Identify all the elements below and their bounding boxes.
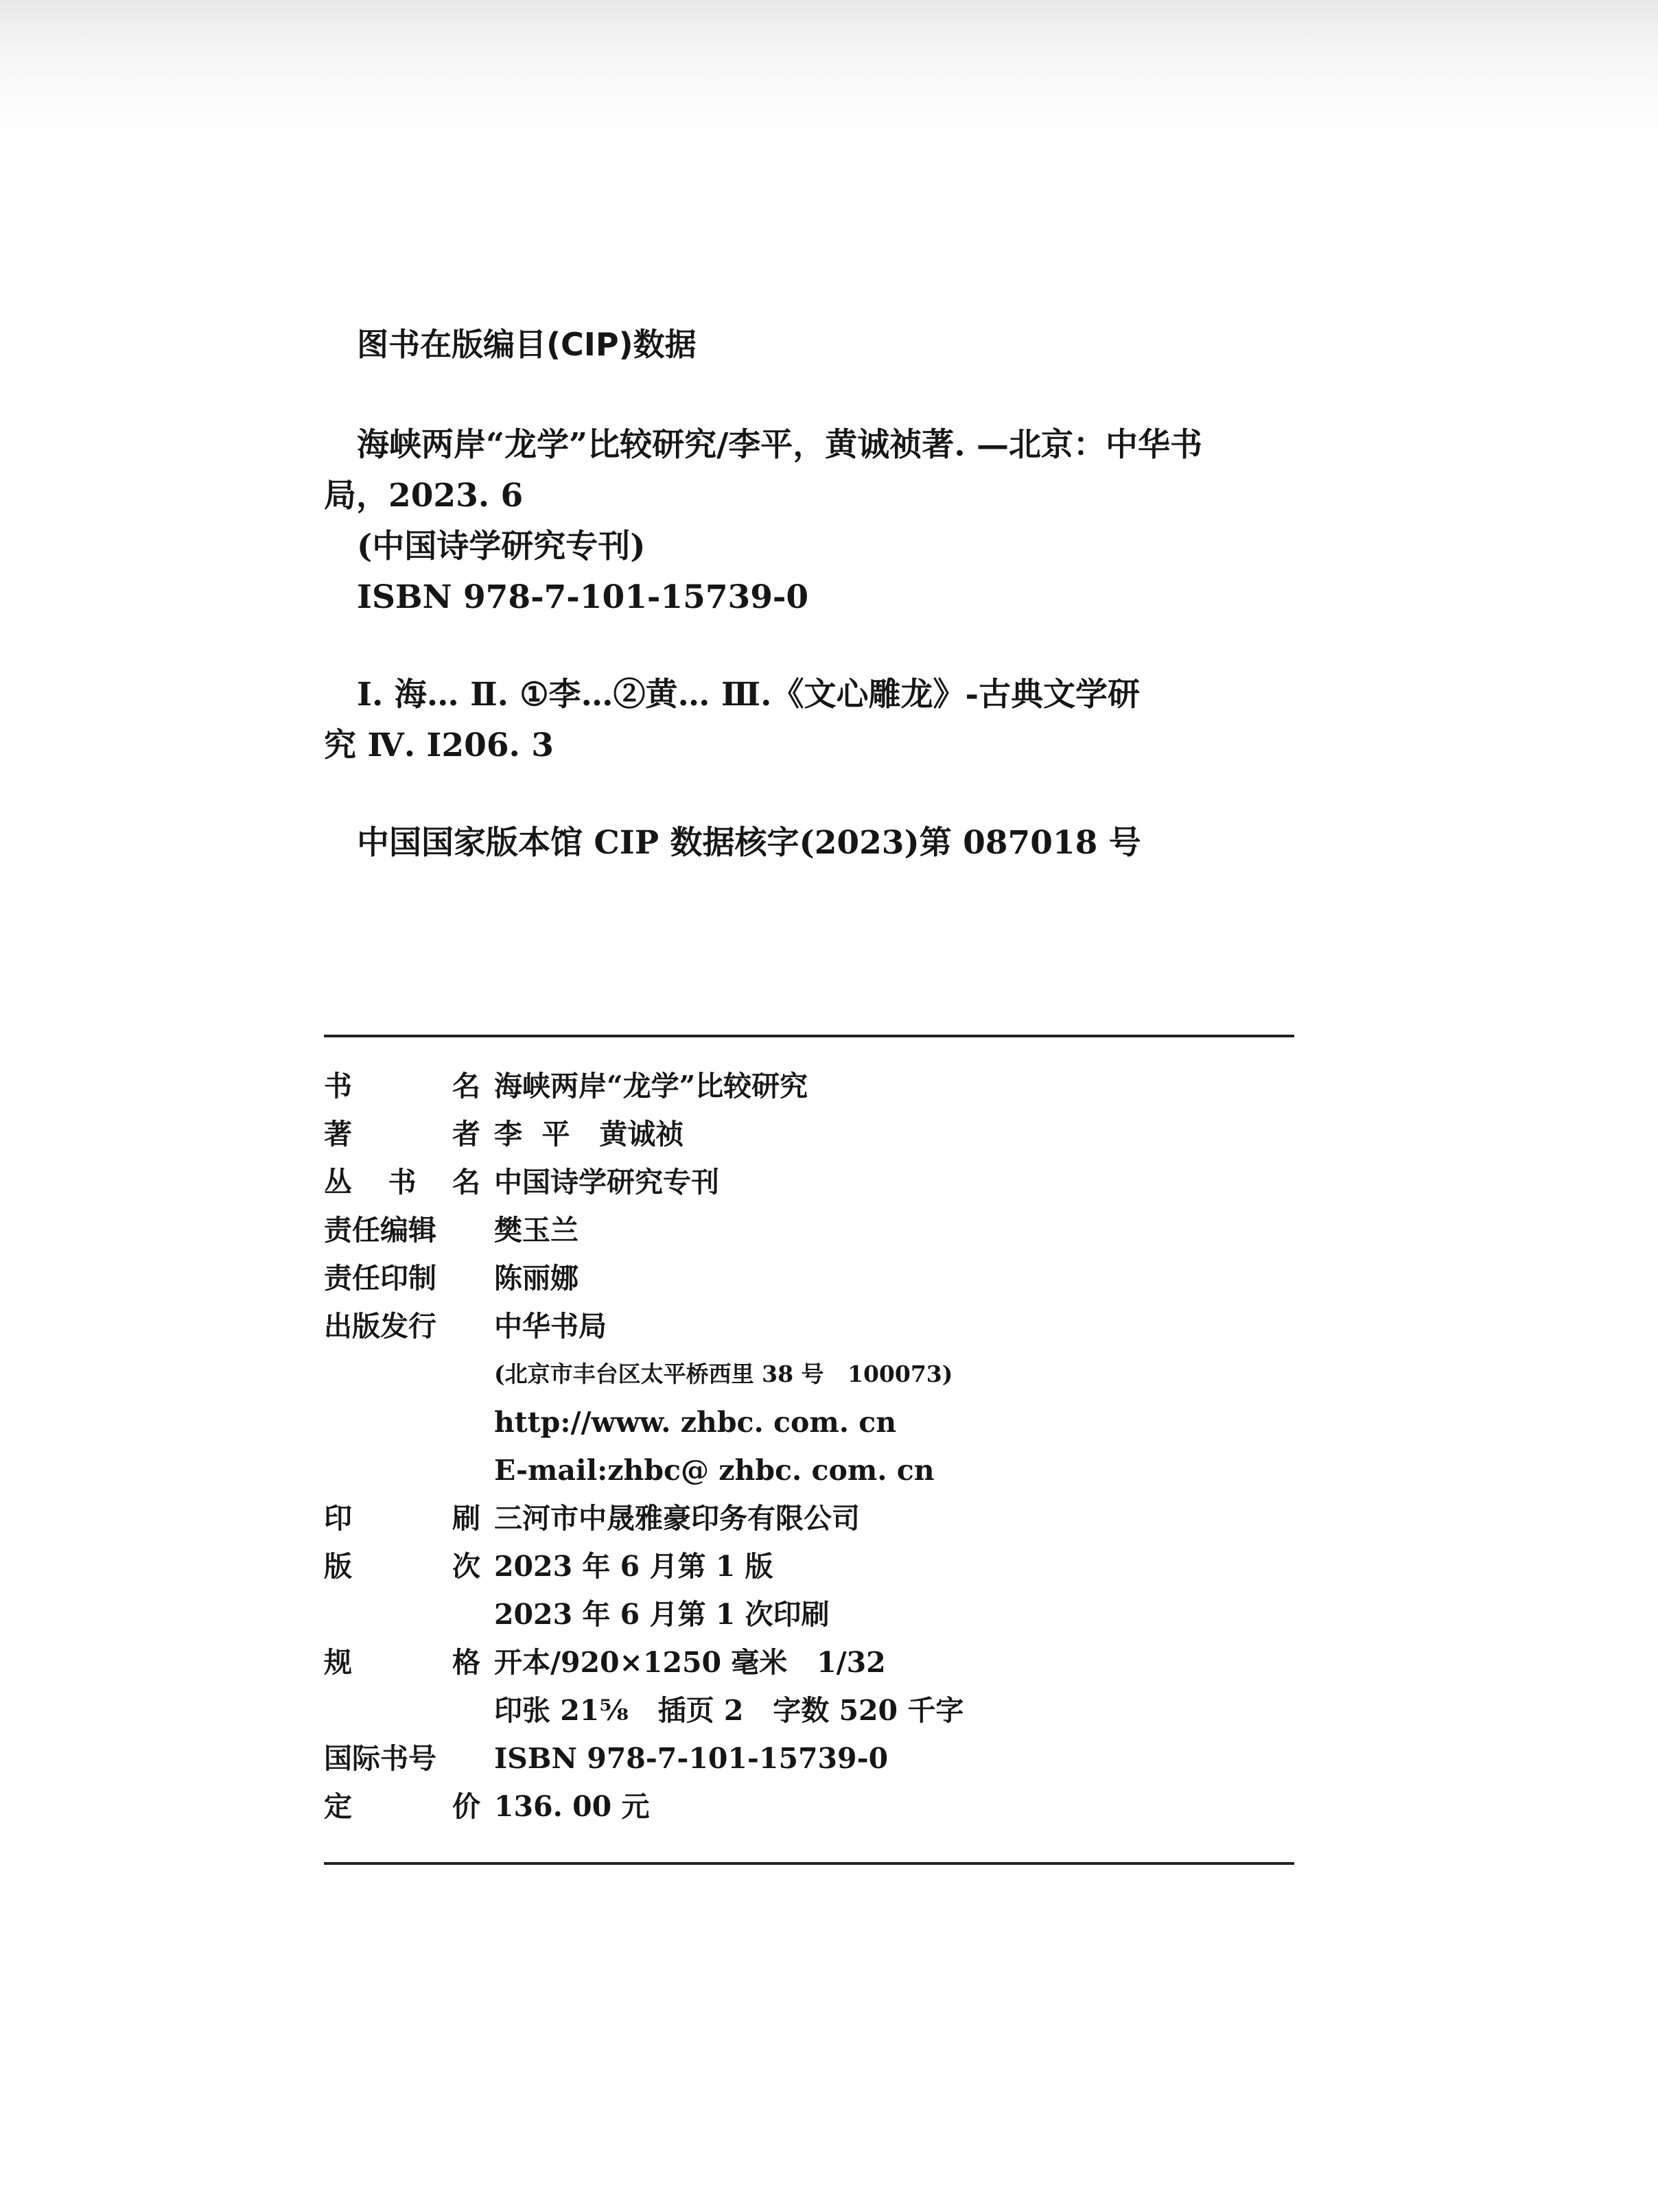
colophon-label <box>324 1494 480 1542</box>
colophon-label-char: 格 <box>452 1646 480 1679</box>
colophon-label <box>324 1542 480 1590</box>
colophon-value: E-mail:zhbc@ zhbc. com. cn <box>494 1454 935 1487</box>
colophon-row <box>324 1638 1298 1686</box>
colophon-value: ISBN 978-7-101-15739-0 <box>494 1742 889 1775</box>
colophon-row <box>324 1158 1298 1206</box>
cip-verification-number: 中国国家版本馆 CIP 数据核字(2023)第 087018 号 <box>357 824 1141 862</box>
colophon-row <box>324 1446 1298 1494</box>
colophon-row <box>324 1110 1298 1158</box>
colophon-label <box>324 1734 480 1782</box>
colophon-value: 印张 21⅝ 插页 2 字数 520 千字 <box>494 1694 964 1727</box>
colophon-row <box>324 1206 1298 1254</box>
cip-isbn: ISBN 978-7-101-15739-0 <box>357 578 809 616</box>
colophon-top-rule <box>324 1035 1294 1037</box>
colophon-value: 开本/920×1250 毫米 1/32 <box>494 1646 886 1679</box>
colophon-label-char: 著 <box>324 1118 352 1151</box>
colophon-value: http://www. zhbc. com. cn <box>494 1406 897 1439</box>
colophon-value: 樊玉兰 <box>494 1214 579 1247</box>
colophon-value: 三河市中晟雅豪印务有限公司 <box>494 1502 860 1535</box>
colophon-row <box>324 1590 1298 1638</box>
colophon-row <box>324 1782 1298 1831</box>
cip-subject-line: Ⅰ. 海… Ⅱ. ①李…②黄… Ⅲ.《文心雕龙》-古典文学研 <box>357 676 1141 714</box>
colophon-value: 海峡两岸“龙学”比较研究 <box>494 1070 808 1103</box>
colophon-label <box>324 1254 480 1302</box>
colophon-label-char: 印 <box>324 1502 352 1535</box>
cip-subject-entry <box>324 670 1304 771</box>
colophon-label-char: 书 <box>324 1070 352 1103</box>
cip-data-block <box>324 322 1304 869</box>
colophon-row <box>324 1398 1298 1446</box>
colophon-label-char: 名 <box>452 1070 480 1103</box>
colophon-row <box>324 1254 1298 1302</box>
colophon-row <box>324 1734 1298 1782</box>
colophon-row <box>324 1686 1298 1734</box>
colophon-label-char: 价 <box>452 1790 480 1823</box>
cip-subject-line-continued: 究 Ⅳ. I206. 3 <box>324 727 554 764</box>
colophon-value: 136. 00 元 <box>494 1790 650 1823</box>
colophon-label <box>324 1638 480 1686</box>
colophon-label-char: 版 <box>324 1550 352 1583</box>
colophon-label <box>324 1206 480 1254</box>
colophon-row <box>324 1350 1298 1398</box>
colophon-label-text: 责任印制 <box>324 1262 436 1295</box>
colophon-label <box>324 1110 480 1158</box>
colophon-row <box>324 1542 1298 1590</box>
colophon-value: 中国诗学研究专刊 <box>494 1166 719 1199</box>
colophon-row <box>324 1494 1298 1542</box>
cip-heading: 图书在版编目(CIP)数据 <box>357 326 697 363</box>
cip-bibliographic-entry <box>324 420 1304 623</box>
colophon-value: 陈丽娜 <box>494 1262 579 1295</box>
colophon-label <box>324 1062 480 1110</box>
colophon-label-text: 出版发行 <box>324 1310 436 1343</box>
colophon-value: 2023 年 6 月第 1 次印刷 <box>494 1598 830 1631</box>
colophon-value: 2023 年 6 月第 1 版 <box>494 1550 773 1583</box>
colophon-label <box>324 1158 480 1206</box>
colophon-label-text: 国际书号 <box>324 1742 436 1775</box>
colophon-label-char: 书 <box>388 1166 417 1199</box>
colophon-label-char: 名 <box>452 1166 480 1199</box>
colophon-label-char: 规 <box>324 1646 352 1679</box>
colophon-value: 中华书局 <box>494 1310 607 1343</box>
cip-series: (中国诗学研究专刊) <box>357 528 646 565</box>
colophon-table <box>324 1062 1298 1831</box>
colophon-label-char: 丛 <box>324 1166 352 1199</box>
cip-title-line: 海峡两岸“龙学”比较研究/李平，黄诚祯著. —北京：中华书 <box>357 426 1202 464</box>
colophon-label <box>324 1302 480 1350</box>
colophon-value: (北京市丰台区太平桥西里 38 号 100073) <box>494 1361 953 1387</box>
colophon-label <box>324 1782 480 1831</box>
colophon-label-char: 定 <box>324 1790 352 1823</box>
colophon-label-text: 责任编辑 <box>324 1214 436 1247</box>
colophon-label-char: 者 <box>452 1118 480 1151</box>
colophon-row <box>324 1062 1298 1110</box>
colophon-value: 李 平 黄诚祯 <box>494 1118 684 1151</box>
colophon-bottom-rule <box>324 1862 1294 1865</box>
page-top-shadow <box>0 0 1658 137</box>
colophon-row <box>324 1302 1298 1350</box>
colophon-label-char: 刷 <box>452 1502 480 1535</box>
colophon-label-char: 次 <box>452 1550 480 1583</box>
cip-title-line-continued: 局，2023. 6 <box>324 477 524 515</box>
